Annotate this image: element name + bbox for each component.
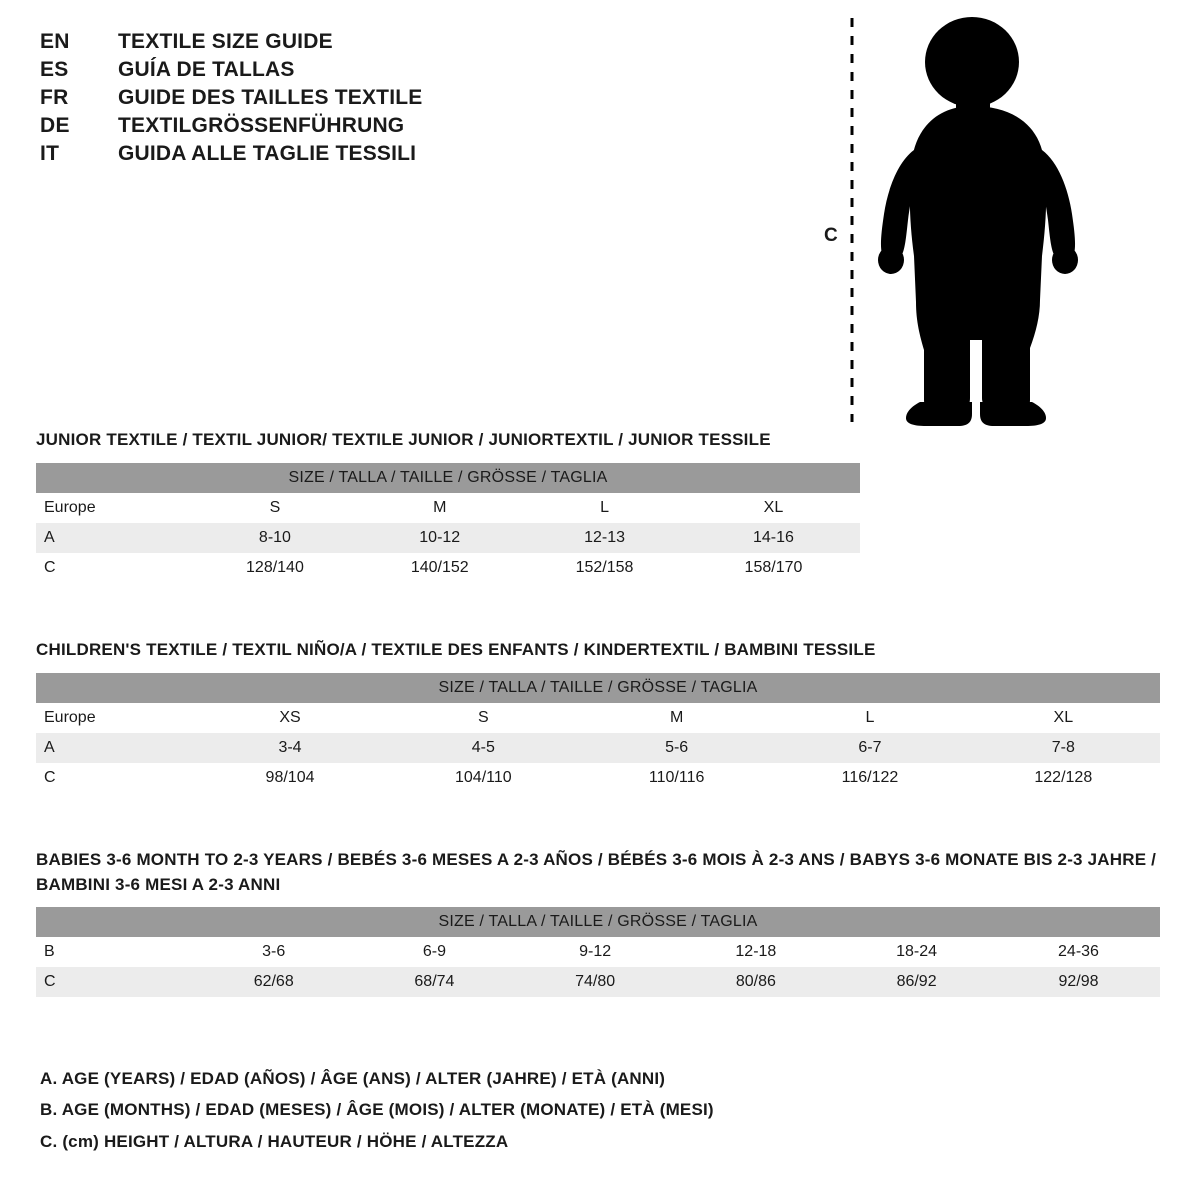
cell: 98/104 bbox=[193, 763, 386, 793]
title-lang-de: DE bbox=[40, 114, 70, 137]
row-label: C bbox=[36, 967, 193, 997]
title-line bbox=[40, 30, 600, 54]
row-label: Europe bbox=[36, 703, 193, 733]
table-row bbox=[36, 937, 1160, 967]
cell: 6-9 bbox=[354, 937, 515, 967]
title-text-it: GUIDA ALLE TAGLIE TESSILI bbox=[118, 142, 417, 165]
cell: 92/98 bbox=[997, 967, 1160, 997]
legend-line-c: C. (cm) HEIGHT / ALTURA / HAUTEUR / HÖHE / ALTEZZA bbox=[40, 1131, 509, 1151]
title-lang-en: EN bbox=[40, 30, 70, 53]
cell: XL bbox=[687, 493, 860, 523]
band-label-babies: SIZE / TALLA / TAILLE / GRÖSSE / TAGLIA bbox=[36, 907, 1160, 937]
title-text-de: TEXTILGRÖSSENFÜHRUNG bbox=[118, 114, 405, 137]
title-text-en: TEXTILE SIZE GUIDE bbox=[118, 30, 333, 53]
section-heading-junior: JUNIOR TEXTILE / TEXTIL JUNIOR/ TEXTILE JUNIOR / JUNIORTEXTIL / JUNIOR TESSILE bbox=[36, 430, 771, 449]
cell: XL bbox=[967, 703, 1160, 733]
table-band-row bbox=[36, 673, 1160, 703]
table-row bbox=[36, 493, 860, 523]
cell: 140/152 bbox=[357, 553, 522, 583]
cell: 62/68 bbox=[193, 967, 354, 997]
title-lang-fr: FR bbox=[40, 86, 69, 109]
children-size-table bbox=[36, 673, 1160, 793]
cell: 9-12 bbox=[515, 937, 676, 967]
table-row bbox=[36, 553, 860, 583]
cell: 74/80 bbox=[515, 967, 676, 997]
table-row bbox=[36, 703, 1160, 733]
cell: 86/92 bbox=[836, 967, 997, 997]
cell: 80/86 bbox=[676, 967, 837, 997]
legend-line-a: A. AGE (YEARS) / EDAD (AÑOS) / ÂGE (ANS) / ALTER (JAHRE) / ETÀ (ANNI) bbox=[40, 1069, 666, 1088]
silhouette-shape bbox=[878, 17, 1078, 426]
cell: 12-18 bbox=[676, 937, 837, 967]
cell: 158/170 bbox=[687, 553, 860, 583]
babies-size-table bbox=[36, 907, 1160, 997]
cell: 4-5 bbox=[387, 733, 580, 763]
cell: S bbox=[387, 703, 580, 733]
cell: 7-8 bbox=[967, 733, 1160, 763]
table-row bbox=[36, 733, 1160, 763]
cell: 116/122 bbox=[773, 763, 966, 793]
table-row bbox=[36, 523, 860, 553]
cell: 122/128 bbox=[967, 763, 1160, 793]
cell: 12-13 bbox=[522, 523, 687, 553]
title-lang-es: ES bbox=[40, 58, 69, 81]
title-line bbox=[40, 114, 600, 138]
cell: 14-16 bbox=[687, 523, 860, 553]
cell: 5-6 bbox=[580, 733, 773, 763]
cell: 10-12 bbox=[357, 523, 522, 553]
junior-size-table bbox=[36, 463, 860, 583]
cell: L bbox=[522, 493, 687, 523]
cell: M bbox=[357, 493, 522, 523]
child-silhouette-icon bbox=[820, 10, 1140, 430]
title-line bbox=[40, 58, 600, 82]
cell: 6-7 bbox=[773, 733, 966, 763]
title-text-fr: GUIDE DES TAILLES TEXTILE bbox=[118, 86, 423, 109]
legend-block bbox=[40, 1063, 1140, 1157]
section-heading-babies: BABIES 3-6 MONTH TO 2-3 YEARS / BEBÉS 3-6 MESES A 2-3 AÑOS / BÉBÉS 3-6 MOIS À 2-3 ANS / BABYS 3-6 MONATE BIS 2-3 JAHRE / BAMBINI 3-6 MESI A 2-3 ANNI bbox=[36, 850, 1157, 894]
table-band-row bbox=[36, 907, 1160, 937]
row-label: C bbox=[36, 553, 193, 583]
title-lang-it: IT bbox=[40, 142, 60, 165]
cell: M bbox=[580, 703, 773, 733]
section-heading-children: CHILDREN'S TEXTILE / TEXTIL NIÑO/A / TEXTILE DES ENFANTS / KINDERTEXTIL / BAMBINI TESSILE bbox=[36, 640, 876, 659]
table-row bbox=[36, 967, 1160, 997]
cell: S bbox=[193, 493, 358, 523]
cell: 104/110 bbox=[387, 763, 580, 793]
table-row bbox=[36, 763, 1160, 793]
cell: 68/74 bbox=[354, 967, 515, 997]
section-children-textile bbox=[36, 638, 1160, 793]
cell: 3-4 bbox=[193, 733, 386, 763]
height-measure-label: C bbox=[824, 225, 838, 246]
cell: 110/116 bbox=[580, 763, 773, 793]
title-line bbox=[40, 142, 600, 166]
title-line bbox=[40, 86, 600, 110]
table-band-row bbox=[36, 463, 860, 493]
cell: L bbox=[773, 703, 966, 733]
legend-line-b: B. AGE (MONTHS) / EDAD (MESES) / ÂGE (MOIS) / ALTER (MONATE) / ETÀ (MESI) bbox=[40, 1100, 714, 1120]
title-block bbox=[40, 30, 600, 170]
cell: 18-24 bbox=[836, 937, 997, 967]
cell: 8-10 bbox=[193, 523, 358, 553]
cell: XS bbox=[193, 703, 386, 733]
section-babies-textile bbox=[36, 848, 1160, 997]
title-text-es: GUÍA DE TALLAS bbox=[118, 58, 295, 81]
row-label: A bbox=[36, 733, 193, 763]
row-label: C bbox=[36, 763, 193, 793]
section-junior-textile bbox=[36, 428, 860, 583]
row-label: A bbox=[36, 523, 193, 553]
band-label-junior: SIZE / TALLA / TAILLE / GRÖSSE / TAGLIA bbox=[36, 463, 860, 493]
cell: 3-6 bbox=[193, 937, 354, 967]
cell: 24-36 bbox=[997, 937, 1160, 967]
child-silhouette-figure bbox=[820, 10, 1140, 430]
cell: 152/158 bbox=[522, 553, 687, 583]
cell: 128/140 bbox=[193, 553, 358, 583]
band-label-children: SIZE / TALLA / TAILLE / GRÖSSE / TAGLIA bbox=[36, 673, 1160, 703]
row-label: B bbox=[36, 937, 193, 967]
row-label: Europe bbox=[36, 493, 193, 523]
